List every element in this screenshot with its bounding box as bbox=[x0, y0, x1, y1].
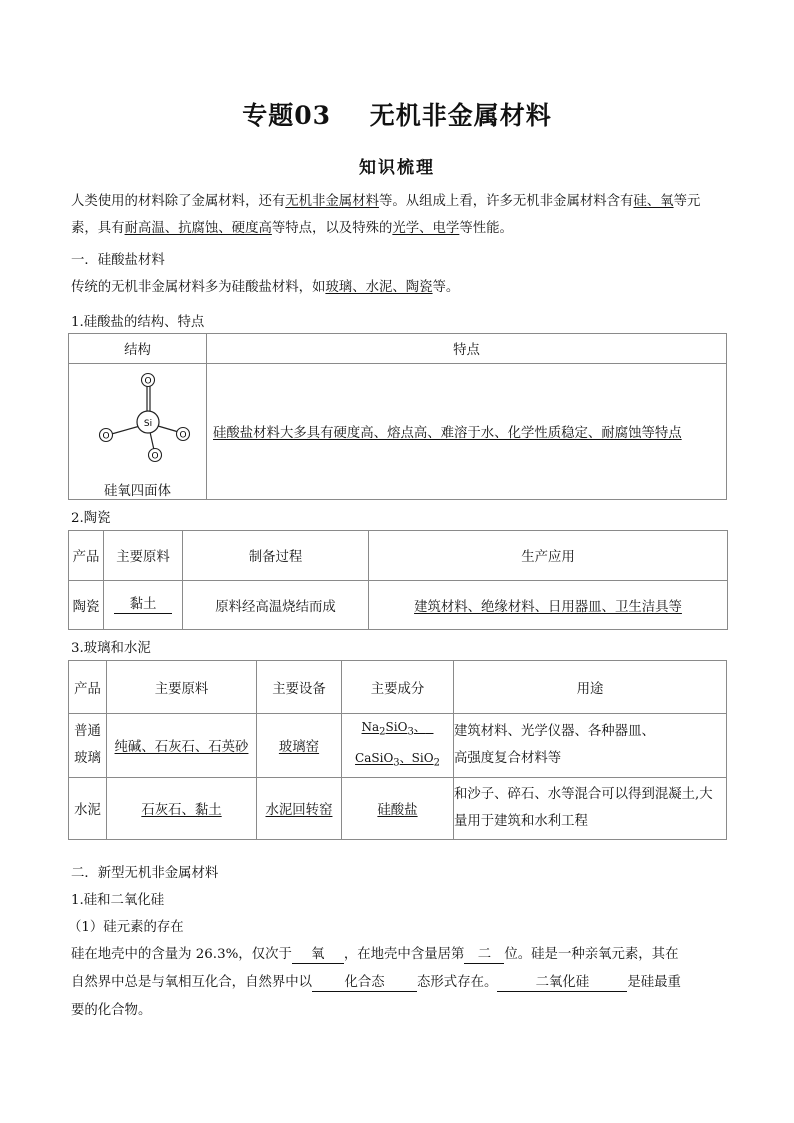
feature-text: 硅酸盐材料大多具有硬度高、熔点高、难溶于水、化学性质稳定、耐腐蚀等特点 bbox=[213, 426, 682, 441]
equipment-text: 水泥回转窑 bbox=[265, 802, 333, 818]
formula-subscript: 2 bbox=[379, 726, 386, 738]
formula-subscript: 3 bbox=[393, 757, 400, 769]
oxygen-label: O bbox=[143, 376, 152, 387]
formula-part: CaSiO bbox=[355, 751, 394, 766]
header-cell: 生产应用 bbox=[369, 531, 728, 581]
use-line: 量用于建筑和水利工程 bbox=[454, 814, 588, 830]
use-cell bbox=[454, 777, 727, 839]
glass-cement-table bbox=[68, 660, 727, 840]
formula-part: 、SiO bbox=[399, 751, 434, 766]
intro-text: 等性能。 bbox=[459, 221, 513, 236]
header-cell: 主要设备 bbox=[257, 661, 342, 714]
page-title: 专题03 无机非金属材料 bbox=[242, 101, 552, 130]
composition-line bbox=[342, 745, 453, 776]
silicate-heading: 1.硅酸盐的结构、特点 bbox=[71, 315, 205, 330]
section1-text bbox=[71, 276, 459, 295]
structure-caption: 硅氧四面体 bbox=[104, 484, 171, 499]
product-line: 普通 bbox=[74, 724, 101, 740]
section1-heading: 一．硅酸盐材料 bbox=[71, 253, 165, 268]
section2-text-line: 要的化合物。 bbox=[71, 1003, 152, 1018]
header-cell: 主要原料 bbox=[107, 661, 257, 714]
answer-blank: 二 bbox=[464, 947, 504, 964]
section2-sub2: （1）硅元素的存在 bbox=[68, 920, 184, 935]
section2-text-line bbox=[71, 943, 678, 964]
header-cell: 特点 bbox=[207, 334, 727, 364]
header-cell: 产品 bbox=[69, 531, 104, 581]
application-text: 建筑材料、绝缘材料、日用器皿、卫生洁具等 bbox=[414, 599, 682, 615]
composition-cell bbox=[342, 714, 454, 778]
page-subtitle: 知识梳理 bbox=[359, 158, 435, 178]
section2-sub1: 1.硅和二氧化硅 bbox=[71, 893, 165, 908]
header-cell: 制备过程 bbox=[183, 531, 369, 581]
header-cell: 结构 bbox=[69, 334, 207, 364]
product-cell: 水泥 bbox=[69, 777, 107, 839]
ceramic-heading: 2.陶瓷 bbox=[71, 511, 111, 526]
equipment-text: 玻璃窑 bbox=[278, 739, 320, 755]
intro-text: 等元素，具有 bbox=[71, 194, 701, 236]
intro-text: 人类使用的材料除了金属材料，还有 bbox=[71, 194, 286, 209]
material-cell bbox=[107, 777, 257, 839]
section2-text-line bbox=[71, 971, 681, 992]
formula-part: SiO bbox=[385, 720, 408, 734]
material-cell bbox=[107, 714, 257, 778]
formula-part: Na bbox=[361, 720, 380, 734]
formula-subscript: 3 bbox=[407, 726, 414, 738]
silicon-label: Si bbox=[143, 419, 152, 429]
intro-underline: 无机非金属材料 bbox=[285, 194, 379, 209]
silicon-oxygen-tetrahedron bbox=[78, 368, 198, 476]
composition-cell bbox=[342, 777, 454, 839]
composition-text bbox=[355, 751, 440, 769]
section2-text: 自然界中总是与氧相互化合，自然界中以 bbox=[71, 975, 313, 990]
composition-text: 硅酸盐 bbox=[377, 802, 418, 818]
intro-underline: 硅、氧 bbox=[633, 194, 674, 209]
header-cell: 主要原料 bbox=[104, 531, 183, 581]
oxygen-label: O bbox=[101, 431, 110, 442]
glass-cement-heading: 3.玻璃和水泥 bbox=[71, 641, 151, 656]
use-line: 和沙子、碎石、水等混合可以得到混凝土,大 bbox=[454, 787, 713, 803]
intro-text: 等。从组成上看，许多无机非金属材料含有 bbox=[378, 194, 634, 209]
product-line: 玻璃 bbox=[74, 751, 101, 767]
answer-blank: 化合态 bbox=[312, 975, 417, 992]
section2-text: 硅在地壳中的含量为 26.3%，仅次于 bbox=[71, 947, 292, 962]
intro-underline: 耐高温、抗腐蚀、硬度高 bbox=[124, 221, 272, 236]
section1-text-a: 传统的无机非金属材料多为硅酸盐材料，如 bbox=[71, 280, 326, 295]
bond-line bbox=[150, 432, 154, 450]
intro-paragraph bbox=[71, 188, 726, 242]
answer-blank: 二氧化硅 bbox=[497, 975, 627, 992]
feature-cell bbox=[207, 364, 727, 500]
silicate-table bbox=[68, 333, 727, 500]
equipment-cell bbox=[257, 714, 342, 778]
header-cell: 主要成分 bbox=[342, 661, 454, 714]
use-line: 建筑材料、光学仪器、各种器皿、 bbox=[454, 724, 655, 740]
section2-text: 是硅最重 bbox=[627, 975, 681, 990]
section1-underline: 玻璃、水泥、陶瓷 bbox=[325, 280, 433, 295]
header-cell: 产品 bbox=[69, 661, 107, 714]
oxygen-label: O bbox=[178, 430, 187, 441]
use-cell bbox=[454, 714, 727, 778]
section2-text: ，在地壳中含量居第 bbox=[343, 947, 465, 962]
structure-cell bbox=[69, 364, 207, 500]
composition-line bbox=[342, 714, 453, 745]
table-header-row bbox=[69, 661, 727, 714]
process-cell: 原料经高温烧结而成 bbox=[183, 581, 369, 630]
section2-text: 位。硅是一种亲氧元素，其在 bbox=[504, 947, 679, 962]
oxygen-label: O bbox=[150, 451, 159, 462]
material-text: 纯碱、石灰石、石英砂 bbox=[114, 739, 249, 755]
formula-part: 、 bbox=[413, 720, 426, 734]
product-cell: 陶瓷 bbox=[69, 581, 104, 630]
ceramic-table bbox=[68, 530, 728, 630]
table-row bbox=[69, 777, 727, 839]
section1-text-b: 等。 bbox=[432, 280, 460, 295]
section2-heading: 二．新型无机非金属材料 bbox=[71, 866, 219, 881]
product-cell bbox=[69, 714, 107, 778]
use-line: 高强度复合材料等 bbox=[454, 751, 562, 767]
table-header-row bbox=[69, 334, 727, 364]
material-text: 石灰石、黏土 bbox=[141, 802, 222, 818]
answer-blank: 氧 bbox=[292, 947, 344, 964]
table-row bbox=[69, 581, 728, 630]
formula-subscript: 2 bbox=[433, 757, 440, 769]
equipment-cell bbox=[257, 777, 342, 839]
intro-text: 等特点，以及特殊的 bbox=[271, 221, 393, 236]
table-header-row bbox=[69, 531, 728, 581]
table-row bbox=[69, 364, 727, 500]
material-answer: 黏土 bbox=[114, 597, 172, 614]
table-row bbox=[69, 714, 727, 778]
intro-underline: 光学、电学 bbox=[392, 221, 460, 236]
section2-text: 态形式存在。 bbox=[417, 975, 498, 990]
material-cell bbox=[104, 581, 183, 630]
composition-text bbox=[361, 720, 434, 738]
header-cell: 用途 bbox=[454, 661, 727, 714]
application-cell bbox=[369, 581, 728, 630]
